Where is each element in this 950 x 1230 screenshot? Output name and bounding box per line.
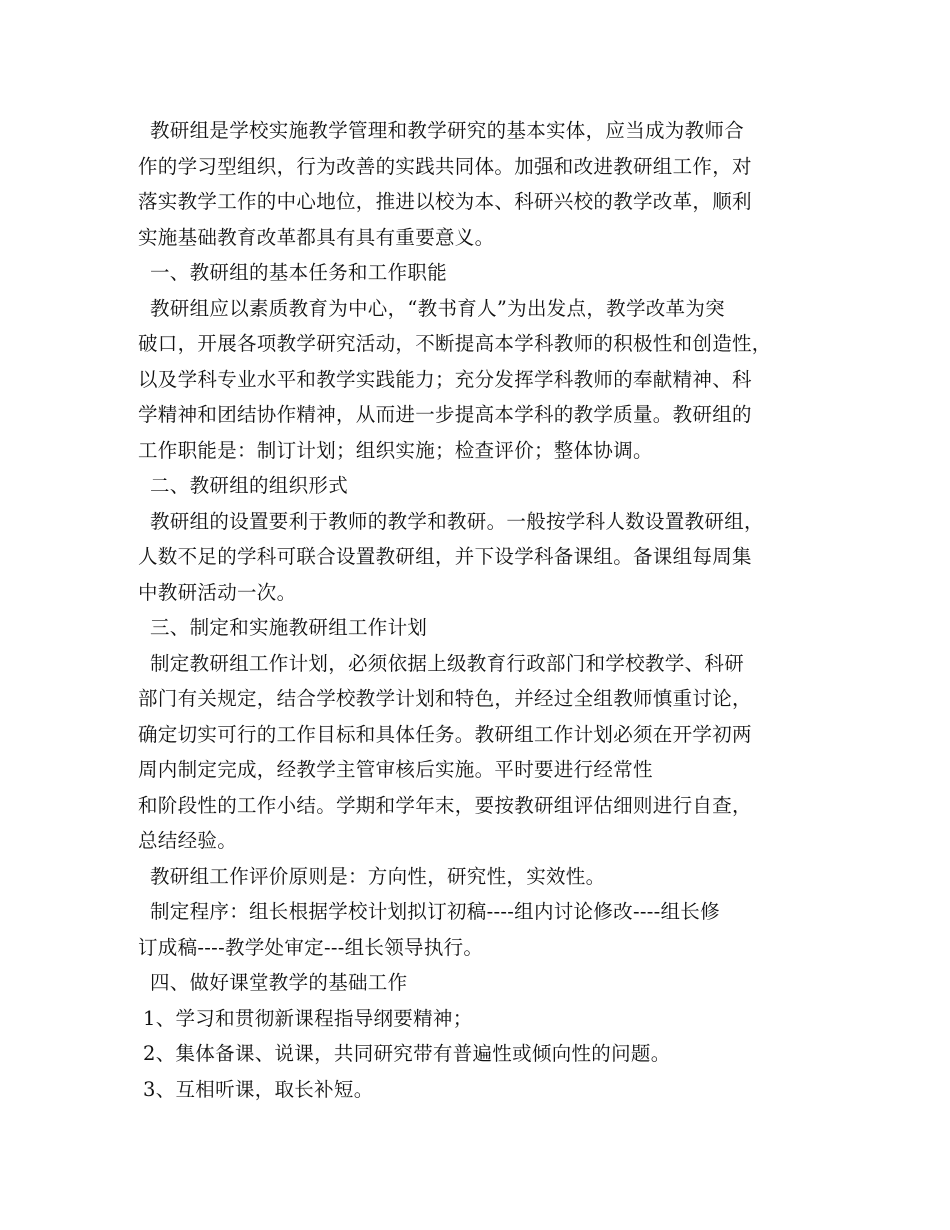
list-item: 3、互相听课，取长补短。 bbox=[143, 1077, 374, 1101]
list-item: 2、集体备课、说课，共同研究带有普遍性或倾向性的问题。 bbox=[143, 1042, 671, 1065]
paragraph-line: 落实教学工作的中心地位，推进以校为本、科研兴校的教学改革，顺利 bbox=[138, 190, 752, 213]
paragraph-line: 教研组的设置要利于教师的教学和教研。一般按学科人数设置教研组， bbox=[150, 509, 764, 533]
paragraph-line: 中教研活动一次。 bbox=[138, 580, 297, 604]
section-heading: 四、做好课堂教学的基础工作 bbox=[150, 971, 408, 994]
paragraph-line: 破口，开展各项教学研究活动，不断提高本学科教师的积极性和创造性， bbox=[138, 332, 772, 355]
document-body bbox=[138, 113, 828, 1107]
paragraph-line: 周内制定完成，经教学主管审核后实施。平时要进行经常性 bbox=[138, 758, 653, 781]
paragraph-line: 工作职能是：制订计划；组织实施；检查评价；整体协调。 bbox=[138, 438, 653, 462]
paragraph-line: 教研组应以素质教育为中心，“教书育人”为出发点，教学改革为突 bbox=[150, 296, 725, 320]
paragraph-line: 以及学科专业水平和教学实践能力；充分发挥学科教师的奉献精神、科 bbox=[138, 367, 752, 391]
paragraph-line: 部门有关规定，结合学校教学计划和特色，并经过全组教师慎重讨论， bbox=[138, 687, 752, 710]
paragraph-line: 学精神和团结协作精神，从而进一步提高本学科的教学质量。教研组的 bbox=[138, 403, 752, 426]
paragraph-line: 教研组是学校实施教学管理和教学研究的基本实体，应当成为教师合 bbox=[150, 119, 745, 142]
paragraph-line: 教研组工作评价原则是：方向性，研究性，实效性。 bbox=[150, 864, 606, 888]
paragraph-line: 人数不足的学科可联合设置教研组，并下设学科备课组。备课组每周集 bbox=[138, 545, 752, 568]
section-heading: 三、制定和实施教研组工作计划 bbox=[150, 616, 428, 639]
paragraph-line: 总结经验。 bbox=[138, 829, 238, 852]
paragraph-line: 制定教研组工作计划，必须依据上级教育行政部门和学校教学、科研 bbox=[150, 651, 745, 675]
list-item: 1、学习和贯彻新课程指导纲要精神； bbox=[143, 1006, 473, 1030]
paragraph-line: 确定切实可行的工作目标和具体任务。教研组工作计划必须在开学初两 bbox=[138, 722, 752, 746]
paragraph-line: 实施基础教育改革都具有具有重要意义。 bbox=[138, 225, 495, 249]
paragraph-line: 作的学习型组织，行为改善的实践共同体。加强和改进教研组工作，对 bbox=[138, 154, 752, 178]
paragraph-line: 和阶段性的工作小结。学期和学年末，要按教研组评估细则进行自查， bbox=[138, 793, 752, 817]
paragraph-line: 订成稿----教学处审定---组长领导执行。 bbox=[138, 935, 484, 959]
section-heading: 二、教研组的组织形式 bbox=[150, 474, 349, 497]
paragraph-line: 制定程序：组长根据学校计划拟订初稿----组内讨论修改----组长修 bbox=[150, 900, 720, 923]
section-heading: 一、教研组的基本任务和工作职能 bbox=[150, 261, 448, 284]
